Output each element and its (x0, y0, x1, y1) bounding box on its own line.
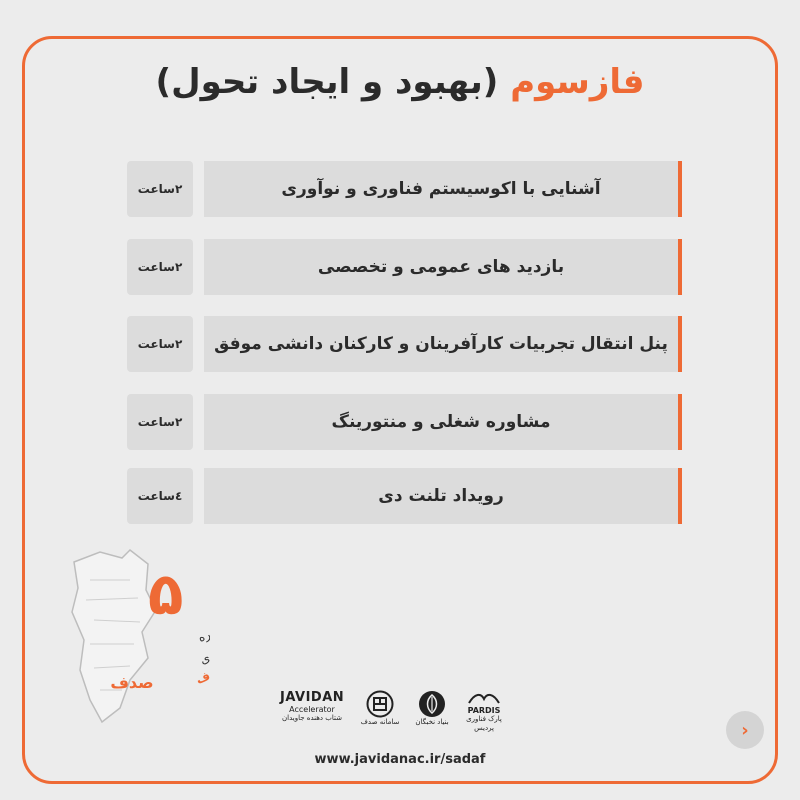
topic-label: بازدید های عمومی و تخصصی (204, 239, 682, 295)
promo-line-2: توانمندسازی (197, 630, 210, 667)
javidan-fa: شتاب دهنده جاویدان (282, 714, 342, 722)
pardis-logo (458, 690, 510, 740)
list-item (127, 239, 682, 295)
pardis-fa: پارک فناوری پردیس (466, 715, 502, 732)
brand-label: صدف (110, 673, 154, 692)
edition-number: ۵ (148, 560, 184, 628)
hours-badge: ٤ساعت (127, 468, 193, 524)
elites-foundation-icon (418, 690, 446, 718)
sadaf-system-fa: سامانه صدف (360, 718, 400, 726)
hours-badge: ۲ساعت (127, 239, 193, 295)
sadaf-system-icon (366, 690, 394, 718)
map-icon (60, 540, 210, 730)
topic-label: آشنایی با اکوسیستم فناوری و نوآوری (204, 161, 682, 217)
list-item (127, 468, 682, 524)
hours-badge: ۲ساعت (127, 316, 193, 372)
javidan-logo (280, 690, 344, 740)
pardis-name: PARDIS (467, 706, 501, 715)
sadaf-system-logo (358, 690, 402, 740)
pardis-emblem-icon (467, 690, 501, 706)
promo-line-3: صدف (193, 661, 210, 687)
elites-foundation-fa: بنیاد نخبگان (415, 718, 449, 726)
javidan-sub: Accelerator (289, 705, 335, 714)
partner-logos (280, 690, 510, 740)
title-main: (بهبود و ایجاد تحول) (155, 62, 511, 102)
website-url[interactable]: www.javidanac.ir/sadaf (314, 752, 486, 767)
topic-label: مشاوره شغلی و منتورینگ (204, 394, 682, 450)
chevron-right-icon: › (741, 719, 749, 741)
hours-badge: ۲ساعت (127, 161, 193, 217)
promo-line-1: دوره (195, 623, 210, 645)
program-illustration (60, 540, 210, 730)
topic-label: پنل انتقال تجربیات کارآفرینان و کارکنان دانشی موفق (204, 316, 682, 372)
title-accent: فازسوم (510, 62, 645, 102)
hours-badge: ۲ساعت (127, 394, 193, 450)
next-button[interactable] (726, 711, 764, 749)
list-item (127, 394, 682, 450)
list-item (127, 316, 682, 372)
topic-label: رویداد تلنت دی (204, 468, 682, 524)
javidan-name: JAVIDAN (280, 690, 345, 705)
list-item (127, 161, 682, 217)
page-title (0, 62, 800, 102)
elites-foundation-logo (410, 690, 454, 740)
